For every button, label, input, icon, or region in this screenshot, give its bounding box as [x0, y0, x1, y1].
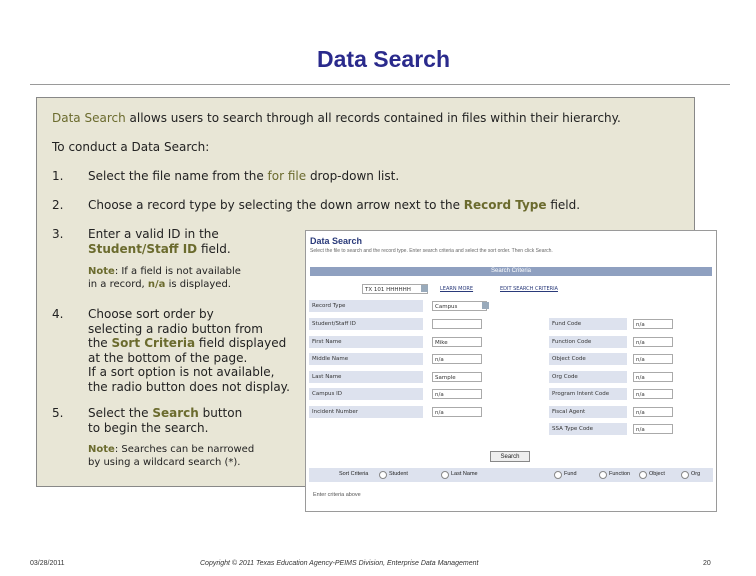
search-field-label: First Name	[309, 336, 423, 348]
intro-term: Data Search	[52, 111, 126, 125]
step-4-line3	[88, 336, 290, 351]
step-5-line1	[88, 406, 242, 421]
footer-date: 03/28/2011	[30, 560, 65, 567]
sort-option-label: Object	[649, 471, 665, 477]
sort-option-label: Last Name	[451, 471, 478, 477]
screenshot-title: Data Search	[310, 236, 363, 246]
file-select[interactable]: TX 101 HHHHHH	[362, 284, 428, 294]
search-field-row	[549, 353, 714, 365]
search-field-row	[549, 336, 714, 348]
step-4-line4: at the bottom of the page.	[88, 350, 248, 365]
step-3-number: 3.	[52, 227, 64, 241]
search-field-row	[549, 406, 714, 418]
search-field-label: Program Intent Code	[549, 388, 627, 400]
search-field-input[interactable]	[432, 319, 482, 329]
edit-search-link[interactable]: EDIT SEARCH CRITERIA	[500, 286, 558, 292]
sort-option-label: Fund	[564, 471, 577, 477]
screenshot-description: Select the file to search and the record type. Enter search criteria and select the sort order. Then click Search.	[310, 248, 553, 254]
step-4-number: 4.	[52, 307, 64, 321]
step-4-line3-post: field displayed	[195, 336, 287, 350]
step-4-line2: selecting a radio button from	[88, 321, 263, 336]
search-field-row	[549, 423, 714, 435]
step-3-line2	[88, 242, 231, 257]
search-field-input[interactable]: Mike	[432, 337, 482, 347]
step-1-post: drop-down list.	[306, 169, 400, 183]
step-3-keyword: Student/Staff ID	[88, 241, 198, 256]
note-1	[88, 266, 241, 291]
search-field-label: Object Code	[549, 353, 627, 365]
sort-criteria-label: Sort Criteria	[339, 471, 369, 477]
step-2-text	[88, 198, 580, 213]
note-1-text2: in a record,	[88, 278, 148, 290]
search-field-input[interactable]: n/a	[633, 407, 673, 417]
note-2-label: Note	[88, 444, 115, 455]
search-field-label: Fund Code	[549, 318, 627, 330]
search-criteria-header: Search Criteria	[310, 267, 712, 276]
search-field-row	[549, 388, 714, 400]
step-3-post: field.	[197, 241, 231, 256]
step-5-post: button	[198, 406, 243, 420]
search-field-input[interactable]: n/a	[432, 354, 482, 364]
search-field-label: Student/Staff ID	[309, 318, 423, 330]
sort-radio-button[interactable]	[554, 471, 562, 479]
sort-radio-button[interactable]	[639, 471, 647, 479]
search-field-row	[549, 318, 714, 330]
search-field-label: Fiscal Agent	[549, 406, 627, 418]
chevron-down-icon[interactable]	[482, 302, 489, 309]
record-type-label: Record Type	[309, 300, 423, 312]
step-4-keyword: Sort Criteria	[111, 336, 196, 350]
step-4-line3-pre: the	[88, 336, 112, 350]
search-field-row	[305, 336, 545, 348]
search-field-input[interactable]: n/a	[432, 407, 482, 417]
step-4-line6: the radio button does not display.	[88, 379, 290, 394]
search-field-input[interactable]: Sample	[432, 372, 482, 382]
search-field-label: Last Name	[309, 371, 423, 383]
step-4-line1: Choose sort order by	[88, 307, 214, 321]
intro-paragraph	[52, 111, 692, 126]
note-1-na: n/a	[147, 278, 166, 290]
intro-rest: allows users to search through all records contained in files within their hierarchy.	[125, 111, 621, 125]
search-field-input[interactable]: n/a	[633, 337, 673, 347]
note-1-line1	[88, 266, 241, 279]
search-field-row	[305, 353, 545, 365]
conduct-text: To conduct a Data Search:	[52, 140, 210, 154]
search-field-input[interactable]: n/a	[633, 372, 673, 382]
record-type-row	[305, 300, 717, 312]
step-1-number: 1.	[52, 169, 64, 183]
step-5-line2: to begin the search.	[88, 420, 209, 435]
search-field-input[interactable]: n/a	[633, 424, 673, 434]
sort-option-label: Student	[389, 471, 408, 477]
step-1-keyword: for file	[267, 169, 307, 183]
step-5-pre: Select the	[88, 406, 153, 420]
record-type-select[interactable]: Campus	[432, 301, 487, 311]
sort-radio-button[interactable]	[379, 471, 387, 479]
step-5-number: 5.	[52, 406, 64, 420]
note-2-text1: : Searches can be narrowed	[114, 444, 255, 455]
chevron-down-icon[interactable]	[421, 285, 428, 292]
sort-criteria-row	[309, 468, 713, 482]
search-field-row	[305, 371, 545, 383]
sort-radio-button[interactable]	[681, 471, 689, 479]
search-field-row	[305, 388, 545, 400]
search-button[interactable]: Search	[490, 451, 530, 462]
page-number: 20	[703, 560, 711, 567]
search-field-label: Incident Number	[309, 406, 423, 418]
note-1-text3: is displayed.	[165, 278, 231, 290]
sort-option-label: Org	[691, 471, 701, 477]
note-2-line2: by using a wildcard search (*).	[88, 456, 241, 468]
step-3-line1: Enter a valid ID in the	[88, 227, 219, 241]
file-row	[305, 283, 717, 295]
search-field-label: Campus ID	[309, 388, 423, 400]
sort-option-label: Function	[609, 471, 631, 477]
step-1-text	[88, 169, 399, 184]
footer-copyright: Copyright © 2011 Texas Education Agency-PEIMS Division, Enterprise Data Management	[200, 560, 479, 567]
search-field-row	[305, 406, 545, 418]
title-divider	[30, 84, 730, 85]
step-2-number: 2.	[52, 198, 64, 212]
search-field-label: Org Code	[549, 371, 627, 383]
step-2-keyword: Record Type	[463, 198, 547, 212]
step-4-line5: If a sort option is not available,	[88, 365, 275, 379]
step-5-keyword: Search	[152, 406, 199, 420]
step-2-pre: Choose a record type by selecting the down arrow next to the	[88, 198, 464, 212]
search-field-input[interactable]: n/a	[633, 354, 673, 364]
search-field-row	[549, 371, 714, 383]
step-2-post: field.	[546, 198, 581, 212]
search-field-input[interactable]: n/a	[633, 319, 673, 329]
search-field-row	[305, 318, 545, 330]
step-1-pre: Select the file name from the	[88, 169, 268, 183]
note-2-line1	[88, 444, 254, 457]
search-field-label: Function Code	[549, 336, 627, 348]
search-field-label: Middle Name	[309, 353, 423, 365]
note-1-text1: : If a field is not available	[114, 266, 241, 277]
note-2	[88, 444, 254, 469]
page-title: Data Search	[317, 46, 450, 72]
step-4-text	[88, 307, 290, 394]
step-5-text	[88, 406, 242, 435]
search-field-input[interactable]: n/a	[633, 389, 673, 399]
search-field-input[interactable]: n/a	[432, 389, 482, 399]
sort-radio-button[interactable]	[441, 471, 449, 479]
learn-more-link[interactable]: LEARN MORE	[440, 286, 474, 292]
note-1-line2	[88, 279, 241, 292]
search-field-label: SSA Type Code	[549, 423, 627, 435]
sort-radio-button[interactable]	[599, 471, 607, 479]
enter-criteria-text: Enter criteria above	[313, 492, 361, 498]
step-3-text	[88, 227, 231, 256]
note-1-label: Note	[88, 266, 115, 277]
